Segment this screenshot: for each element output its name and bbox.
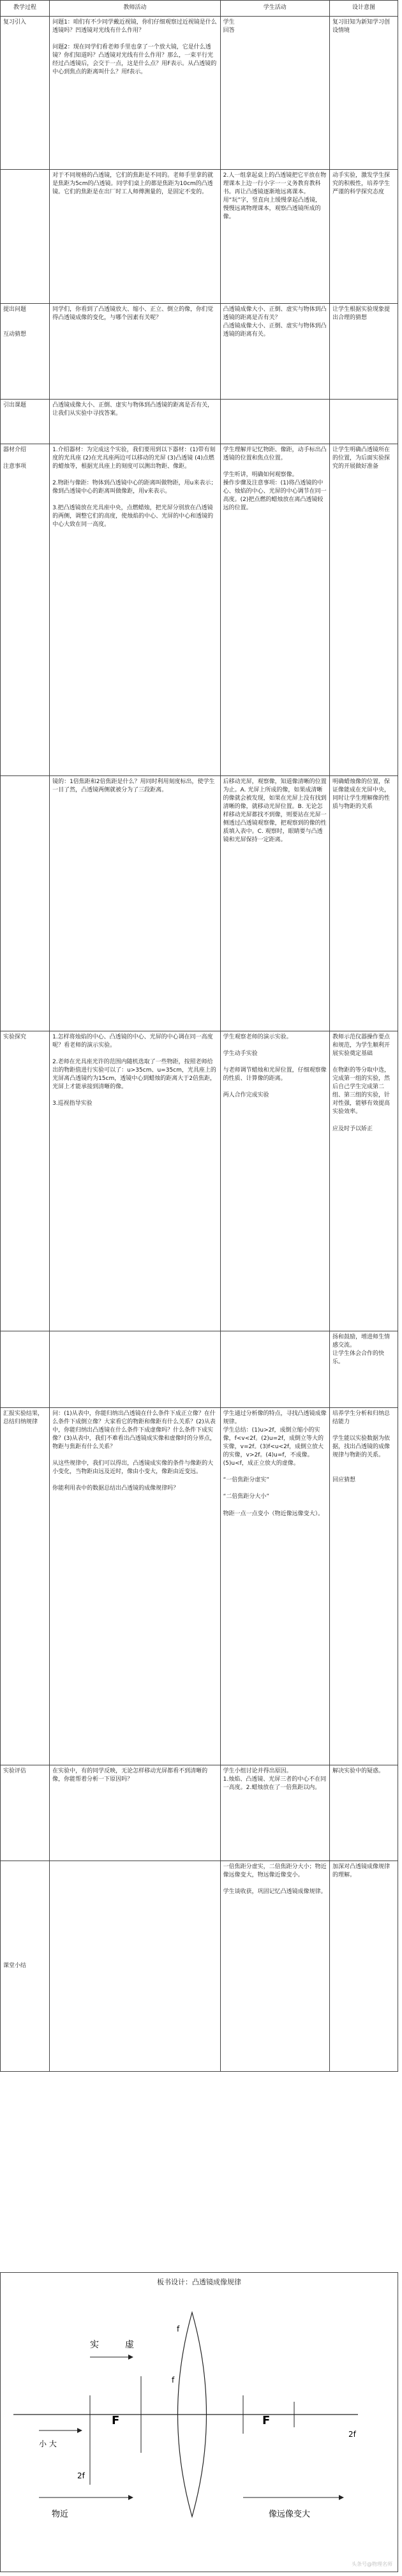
student-cell <box>220 400 329 444</box>
student-cell: 2.人一组拿起桌上的凸透镜把它平放在物理课本上边一行小字一一义务教育教科书。再让凸透镜逐渐地远离课本。 用“玩”字，竖直向上缓慢拿起凸透镜，慢慢远离物理课本，观察凸透镜所成的像。 <box>220 170 329 304</box>
teacher-cell: 对于不同规格的凸透镜，它们的焦距是不同的。老师手里拿的就是焦距为5cm的凸透镜。同学们桌上的都是焦距为10cm的凸透镜。它们的焦距是在出厂时工人师傅测量的，是固定不变的。 <box>50 170 221 304</box>
stage-cell: 实验探究 <box>1 1031 50 1331</box>
lens-diagram <box>1 2287 398 2561</box>
table-header-row <box>1 1 398 17</box>
student-cell <box>220 1331 329 1408</box>
table-row <box>1 400 398 444</box>
header-teacher: 教师活动 <box>50 1 221 17</box>
stage-cell: 实验评估 <box>1 1765 50 1861</box>
table-row <box>1 444 398 776</box>
student-cell: 凸透镜成像大小、正倒、虚实与物体到凸透镜的距离是否有关？ 凸透镜成像大小、正倒、虚实与物体到凸透镜的距离有关。 <box>220 304 329 400</box>
blackboard-design <box>0 2272 398 2572</box>
intent-cell: 教师示范仪器操作要点和规范，为学生顺利开展实验奠定基础 在物距的等分取中选，完成第一组的实验，然后自己学生完成第二组、第三组的实验，针对性强，能够有效提高实验效率。 应及时予以矫正 <box>329 1031 398 1331</box>
header-student: 学生活动 <box>220 1 329 17</box>
board-title: 板书设计：凸透镜成像规律 <box>157 2278 241 2286</box>
arrow-object-near-head <box>128 2495 133 2500</box>
label-F-right: F <box>262 2414 271 2427</box>
intent-cell: 加深对凸透镜成像规律的理解。 <box>329 1861 398 2072</box>
intent-cell <box>329 400 398 444</box>
intent-cell: 动手实验，激发学生探究的积极性，培养学生严谨的科学探究态度 <box>329 170 398 304</box>
teacher-cell: 镜的：1倍焦距和2倍焦距是什么？用同时利用刻度标出，使学生一目了然，凸透镜两侧就被分为了三段距离。 <box>50 776 221 1031</box>
intent-cell: 复习旧知为新知学习创设情境 <box>329 17 398 170</box>
table-row <box>1 776 398 1031</box>
stage-cell: 引出课题 <box>1 400 50 444</box>
label-small-large: 小 大 <box>39 2439 57 2448</box>
stage-cell: 提出问题 互动猜想 <box>1 304 50 400</box>
watermark: 头条号@物理名师 <box>352 2561 392 2567</box>
header-intent: 设计意图 <box>329 1 398 17</box>
label-2f-left: 2f <box>77 2471 85 2480</box>
student-cell: 学生通过分析像的特点，寻找凸透镜成像规律。 学生总结：(1)u>2f，成倒立缩小的实像，f<v<2f。(2)u=2f，成倒立等大的实像，v=2f。(3)f<u<2f，成倒立放大的实像，v>2f。(4)u=f，不成像。(5)u<f，成正立放大的虚像。 “一倍焦距分虚实” “二倍焦距分大小” 物距一点一点变小（物近像远像变大）。 <box>220 1408 329 1765</box>
label-f-top: f <box>177 2325 180 2333</box>
stage-cell <box>1 1331 50 1408</box>
table-row <box>1 17 398 170</box>
stage-cell: 课堂小结 <box>1 1861 50 2072</box>
stage-cell <box>1 776 50 1031</box>
stage-cell: 复习引入 <box>1 17 50 170</box>
teacher-cell <box>50 1331 221 1408</box>
stage-cell <box>1 170 50 304</box>
label-F-left: F <box>112 2414 120 2427</box>
arrow-small-large-head <box>77 2428 82 2433</box>
student-cell: 一倍焦距分虚实，二倍焦距分大小；物近像远像变大，物远像近像变小。 学生谈收获，巩固记忆凸透镜成像规律。 <box>220 1861 329 2072</box>
arrow-real-virtual-head <box>128 2355 133 2360</box>
table-row <box>1 304 398 400</box>
intent-cell: 培养学生分析和归纳总结能力 学生能以实验数据为依据，找出凸透镜的成像规律与物距的关系。 回应猜想 <box>329 1408 398 1765</box>
label-f-mid: f <box>172 2376 175 2385</box>
stage-cell: 汇报实验结果，总结归纳规律 <box>1 1408 50 1765</box>
label-real: 实 <box>90 2340 99 2350</box>
teacher-cell: 同学们，你看到了凸透镜放大、缩小、正立、倒立的像，你们觉得凸透镜成像的变化，与哪个因素有关呢？ <box>50 304 221 400</box>
teacher-cell: 问：(1)从表中，你能归纳出凸透镜在什么条件下成正立像？在什么条件下成倒立像？大家看它的物距和像距有什么关系？(2)从表中，你能归纳出凸透镜在什么条件下成虚像吗？什么条件下成实像？(3)从表中，我们不难看出凸透镜成实像和虚像时的分界点，物距与焦距有什么关系？ 从这些规律中，我们可以得出，凸透镜成实像的条件与像距的大小变化，当物距由远及近时，像由小变大，像距由近变远。 你能利用表中的数据总结出凸透镜的成像规律吗？ <box>50 1408 221 1765</box>
student-cell: 学生 回答 <box>220 17 329 170</box>
label-2f-right: 2f <box>348 2430 356 2439</box>
stage-cell: 器材介绍 注意事项 <box>1 444 50 776</box>
teacher-cell: 凸透镜成像大小、正倒、虚实与物体到凸透镜的距离是否有关，让我们从实验中寻找答案。 <box>50 400 221 444</box>
arrow-image-far-head <box>339 2495 344 2500</box>
student-cell: 后移动光屏，观察像，知道像清晰的位置为止。A. 光屏上所成的像，如果成清晰的像就会被发现，如果在光屏上没有找到清晰的像，就移动光屏位置。B. 无论怎样移动光屏都找不到像，则要站在光屏一侧透过凸透镜观察像，把观察到的像的性质填入表中。C. 观察时，眼睛要与凸透镜和光屏保持一定距离。 <box>220 776 329 1031</box>
label-object-near: 物近 <box>52 2510 69 2519</box>
header-process: 教学过程 <box>1 1 50 17</box>
label-virtual: 虚 <box>125 2340 134 2350</box>
teacher-cell: 1.怎样将烛焰的中心、凸透镜的中心、光屏的中心调在同一高度呢？看老师的演示实验。 2.老师在光具座光许的范围内随机选取了一些物距，按照老师给出的物距值进行实验可以了：u>35cm、u=35cm，光具座上的光屏离凸透镜约为15cm，透镜中心到蜡烛的距离大于2倍焦距，光屏上才能承接到清晰的像。 3.巡视指导实验 <box>50 1031 221 1331</box>
teacher-cell: 问题1：咱们有不少同学戴近视镜，你们仔细观察过近视镜是什么透镜吗？凹透镜对光线有什么作用？ 问题2：现在同学们看老师手里也拿了一个放大镜，它是什么透镜？你们知道吗？凸透镜对光线有什么作用？那么，一束平行光经过凸透镜后，会交于一点，这是什么点？用F表示。从凸透镜的中心到焦点的距离叫什么？用f表示。 <box>50 17 221 170</box>
intent-cell: 扬和鼓励，增进师生情感交流。 让学生体会合作的快乐。 <box>329 1331 398 1408</box>
table-row <box>1 170 398 304</box>
table-row <box>1 1765 398 1861</box>
teacher-cell: 1.介绍器材：为完成这个实验，我们要用到以下器材：(1)带有刻度的光具座 (2)在光具座两边可以移动的光屏 (3)凸透镜 (4)点燃的蜡烛等，根据光具座上的刻度可以测出物距、像距。 2.物距与像距：物体到凸透镜中心的距离叫做物距，用u来表示；像到凸透镜中心的距离叫做像距，用v来表示。 3.把凸透镜放在光具座中央，点燃蜡烛，把光屏分别放在凸透镜的两侧，调整它们的高度，使烛焰的中心、光屏的中心和透镜的中心大致在同一高度。 <box>50 444 221 776</box>
teacher-cell: 在实验中，有的同学反映，无论怎样移动光屏都看不到清晰的像，你能帮着分析一下原因吗？ <box>50 1765 221 1861</box>
student-cell: 学生观察老师的演示实验。 学生动手实验 与老师调节蜡烛和光屏位置，仔细观察像的性质、计算像的距离。 两人合作完成实验 <box>220 1031 329 1331</box>
table-row <box>1 1331 398 1408</box>
intent-cell: 让学生根据实验现象提出合理的猜想 <box>329 304 398 400</box>
intent-cell: 解决实验中的疑惑。 <box>329 1765 398 1861</box>
table-row <box>1 1861 398 2072</box>
teacher-cell <box>50 1861 221 2072</box>
table-row <box>1 1031 398 1331</box>
intent-cell: 让学生明确凸透镜所在的位置，为后面实验探究的开展做好准备 <box>329 444 398 776</box>
student-cell: 学生理解并记忆物距、像距，动手标出凸透镜的位置和焦点位置。 学生听讲，明确如何观察像。 操作步骤及注意事项：(1)将凸透镜的中心、烛焰的中心、光屏的中心调节在同一高度。(2)把点燃的蜡烛放在离凸透镜较远的位置。 <box>220 444 329 776</box>
student-cell: 学生小组讨论并得出原因。 1.烛焰、凸透镜、光屏三者的中心不在同一高度。2.蜡烛放在了一倍焦距以内。 <box>220 1765 329 1861</box>
intent-cell: 明确蜡烛像的位置，保证像能成在光屏中央，同时让学生理解像的性质与物距的关系 <box>329 776 398 1031</box>
label-image-far: 像远像变大 <box>269 2510 311 2519</box>
table-row <box>1 1408 398 1765</box>
